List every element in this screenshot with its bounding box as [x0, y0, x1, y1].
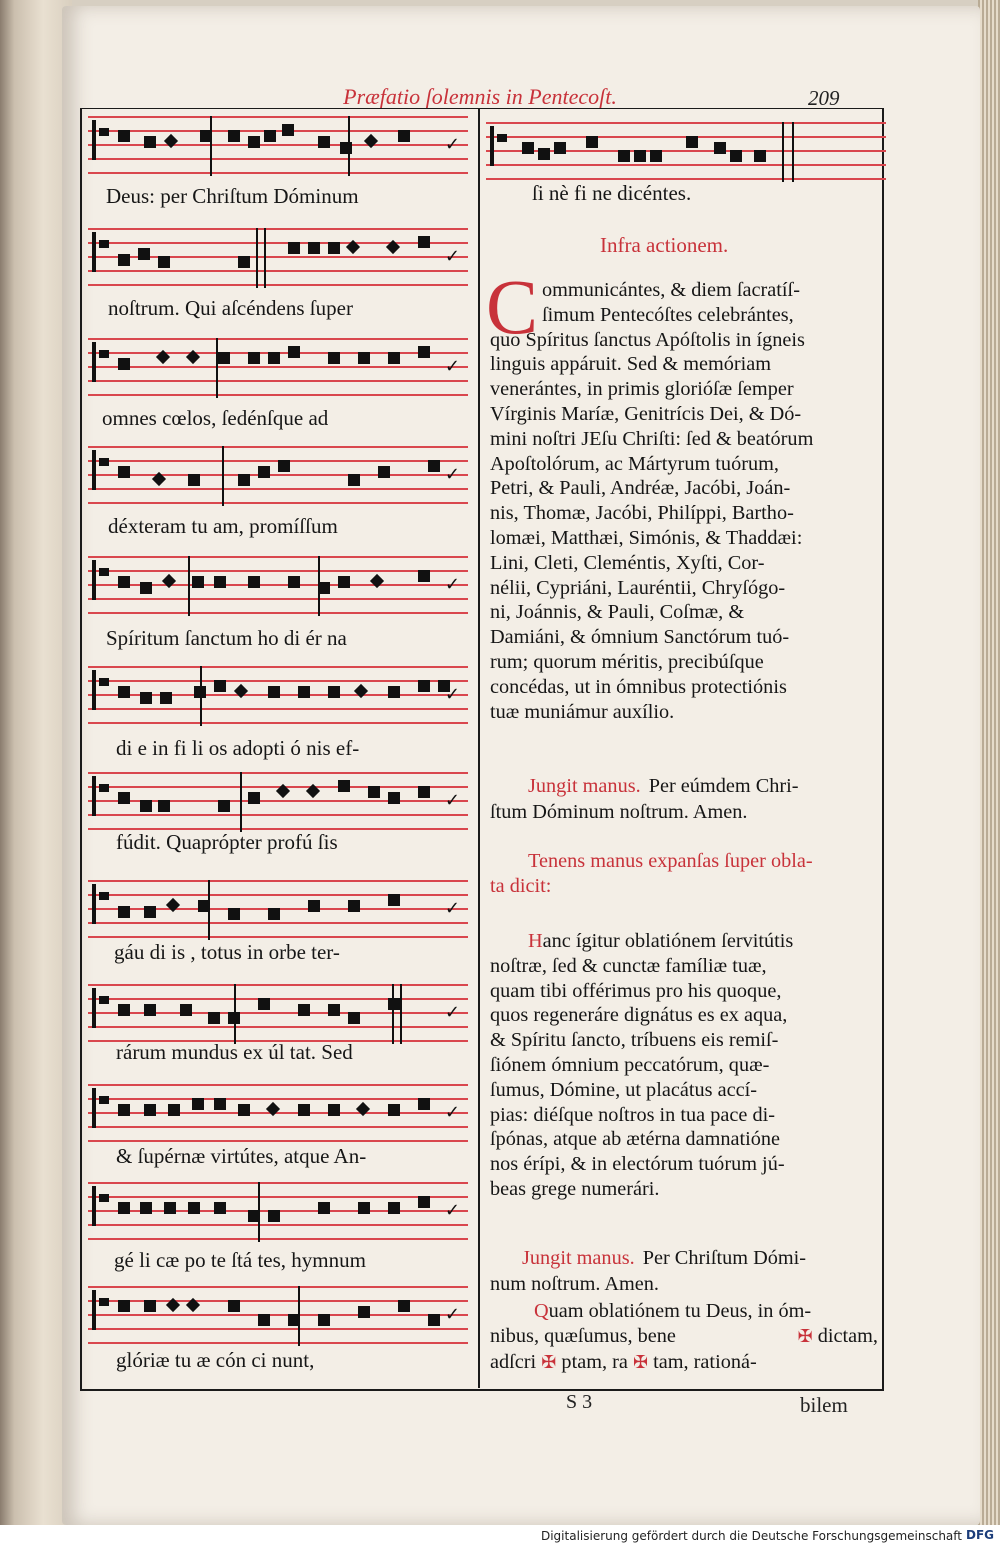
- square-note: [118, 576, 130, 588]
- square-note: [140, 800, 152, 812]
- staff-line: [88, 270, 468, 272]
- text-line: Apoſtolórum, ac Mártyrum tuórum,: [490, 452, 779, 475]
- square-note: [264, 130, 276, 142]
- square-note: [238, 474, 250, 486]
- dfg-logo: DFG: [965, 1528, 994, 1542]
- staff-line: [88, 172, 468, 174]
- square-note: [118, 906, 130, 918]
- staff-line: [88, 936, 468, 938]
- square-note: [118, 358, 130, 370]
- bar-line: [234, 984, 236, 1044]
- text-line: lomæi, Matthæi, Simónis, & Thaddæi:: [490, 526, 803, 549]
- square-note: [158, 800, 170, 812]
- square-note: [140, 692, 152, 704]
- text-line: ſimum Pentecóſtes celebrántes,: [542, 303, 794, 326]
- custos-icon: ✓: [444, 464, 460, 485]
- initial-letter: H: [528, 930, 543, 952]
- dfg-credit: Digitalisierung gefördert durch die Deutsche Forschungsgemeinschaft: [540, 1529, 962, 1543]
- square-note: [418, 570, 430, 582]
- tenens-rubric: [528, 849, 878, 874]
- page-number: 209: [808, 86, 840, 110]
- drop-capital: C: [486, 263, 539, 350]
- staff-line: [88, 556, 468, 558]
- music-staff: [88, 1286, 468, 1346]
- tenens-rubric-cont: [490, 874, 878, 899]
- clef-icon: [92, 884, 108, 924]
- square-note: [318, 1314, 330, 1326]
- text-line: Damiáni, & ómnium Sanctórum tuó-: [490, 626, 790, 649]
- signature-mark: S 3: [566, 1391, 593, 1413]
- rubric-text: Jungit manus.: [522, 1247, 635, 1269]
- text-line: nis, Thomæ, Jacóbi, Philíppi, Bartho-: [490, 502, 794, 525]
- clef-icon: [92, 232, 108, 272]
- square-note: [418, 1196, 430, 1208]
- custos-icon: ✓: [444, 134, 460, 155]
- hanc-igitur-paragraph: [490, 929, 878, 1202]
- bar-line: [348, 116, 350, 176]
- staff-line: [88, 666, 468, 668]
- square-note: [288, 576, 300, 588]
- square-note: [268, 686, 280, 698]
- clef-icon: [92, 1088, 108, 1128]
- staff-line: [88, 1328, 468, 1330]
- square-note: [158, 256, 170, 268]
- staff-line: [88, 116, 468, 118]
- staff-line: [88, 1314, 468, 1316]
- square-note: [428, 1314, 440, 1326]
- staff-line: [88, 1026, 468, 1028]
- lyric-line: fúdit. Quaprópter profú ſis: [116, 830, 338, 854]
- staff-line: [88, 984, 468, 986]
- text-line: nélii, Cypriáni, Lauréntii, Chryſógo-: [490, 576, 786, 599]
- text-line: venerántes, in primis glorióſæ ſemper: [490, 378, 794, 401]
- square-note: [144, 1104, 156, 1116]
- text-line: Lini, Cleti, Cleméntis, Xyſti, Cor-: [490, 551, 765, 574]
- staff-line: [88, 1196, 468, 1198]
- square-note: [358, 352, 370, 364]
- staff-line: [88, 228, 468, 230]
- text-line: Per Chriſtum Dómi-: [642, 1247, 807, 1269]
- custos-icon: ✓: [444, 1200, 460, 1221]
- bar-line: [200, 666, 202, 726]
- communicantes-paragraph: [490, 278, 878, 724]
- text-line: anc ígitur oblatiónem ſervitútis: [542, 930, 794, 952]
- staff-line: [88, 1084, 468, 1086]
- text-line: Per eúmdem Chri-: [648, 775, 799, 797]
- text-line: Vírginis Maríæ, Genitrícis Dei, & Dó-: [490, 402, 802, 425]
- custos-icon: ✓: [444, 356, 460, 377]
- text-line: dictam,: [817, 1324, 878, 1347]
- square-note: [418, 1098, 430, 1110]
- square-note: [298, 686, 310, 698]
- staff-line: [88, 380, 468, 382]
- running-title: Præfatio ſolemnis in Pentecoſt.: [343, 84, 617, 109]
- square-note: [188, 1202, 200, 1214]
- text-line: ni, Joánnis, & Pauli, Coſmæ, &: [490, 601, 745, 624]
- clef-icon: [92, 450, 108, 490]
- square-note: [388, 894, 400, 906]
- text-line: quo Spíritus ſanctus Apóſtolis in ígneis: [490, 328, 805, 351]
- bar-line: [318, 556, 320, 616]
- book-page-edges: [978, 0, 1000, 1525]
- lyric-line: Deus: per Chriſtum Dóminum: [106, 184, 359, 208]
- square-note: [214, 680, 226, 692]
- square-note: [188, 474, 200, 486]
- clef-icon: [92, 988, 108, 1028]
- square-note: [140, 582, 152, 594]
- music-staff: [88, 446, 468, 506]
- staff-line: [88, 612, 468, 614]
- catchword: bilem: [800, 1393, 848, 1417]
- square-note: [308, 900, 320, 912]
- square-note: [418, 680, 430, 692]
- square-note: [328, 1004, 340, 1016]
- square-note: [288, 242, 300, 254]
- custos-icon: ✓: [444, 898, 460, 919]
- text-line: pias: diéſque noſtros in tua pace di-: [490, 1103, 775, 1126]
- staff-line: [88, 338, 468, 340]
- square-note: [388, 686, 400, 698]
- square-note: [160, 692, 172, 704]
- square-note: [238, 256, 250, 268]
- square-note: [328, 686, 340, 698]
- initial-letter: Q: [534, 1300, 549, 1322]
- text-line: beas grege numerári.: [490, 1177, 660, 1200]
- square-note: [288, 346, 300, 358]
- square-note: [348, 900, 360, 912]
- square-note: [118, 1300, 130, 1312]
- jungit-manus-2: [522, 1246, 878, 1271]
- lyric-line: & ſupérnæ virtútes, atque An-: [116, 1144, 367, 1168]
- text-line: & Spíritu ſancto, tríbuens eis remiſ-: [490, 1029, 779, 1052]
- square-note: [258, 1314, 270, 1326]
- music-staff: [88, 880, 468, 940]
- custos-icon: ✓: [444, 574, 460, 595]
- square-note: [282, 124, 294, 136]
- square-note: [328, 242, 340, 254]
- music-staff: [88, 116, 468, 176]
- bar-line: [298, 1286, 300, 1346]
- cross-icon: ✠: [797, 1325, 813, 1347]
- lyric-line: Spíritum ſanctum ho di ér na: [106, 626, 347, 650]
- text-line: uam oblatiónem tu Deus, in óm-: [548, 1300, 812, 1322]
- lyric-line: déxteram tu am, promíſſum: [108, 514, 338, 538]
- custos-icon: ✓: [444, 246, 460, 267]
- square-note: [228, 1300, 240, 1312]
- staff-line: [88, 570, 468, 572]
- square-note: [218, 352, 230, 364]
- staff-line: [88, 394, 468, 396]
- square-note: [428, 460, 440, 472]
- clef-icon: [92, 560, 108, 600]
- square-note: [298, 1004, 310, 1016]
- music-staff: [88, 1084, 468, 1144]
- square-note: [144, 906, 156, 918]
- square-note: [368, 786, 380, 798]
- square-note: [388, 1202, 400, 1214]
- jungit-manus-2-cont: [490, 1272, 878, 1297]
- square-note: [118, 466, 130, 478]
- square-note: [398, 130, 410, 142]
- square-note: [308, 242, 320, 254]
- text-line: rum; quorum méritis, precibúſque: [490, 650, 764, 673]
- square-note: [238, 1104, 250, 1116]
- text-line: Petri, & Pauli, Andréæ, Jacóbi, Joán-: [490, 477, 791, 500]
- staff-line: [88, 1126, 468, 1128]
- staff-line: [88, 708, 468, 710]
- jungit-manus-1-cont: [490, 800, 878, 825]
- text-line: ſumus, Dómine, ut placátus accí-: [490, 1078, 757, 1101]
- staff-line: [88, 894, 468, 896]
- square-note: [248, 136, 260, 148]
- text-line: tuæ muniámur auxílio.: [490, 700, 675, 723]
- square-note: [318, 1202, 330, 1214]
- square-note: [144, 136, 156, 148]
- staff-line: [88, 1238, 468, 1240]
- rubric-line: Tenens manus expanſas ſuper obla-: [528, 850, 813, 872]
- square-note: [180, 1004, 192, 1016]
- text-line: tam, rationá-: [653, 1350, 757, 1373]
- staff-line: [88, 502, 468, 504]
- square-note: [348, 474, 360, 486]
- lyric-line: glóriæ tu æ cón ci nunt,: [116, 1348, 315, 1372]
- custos-icon: ✓: [444, 684, 460, 705]
- bar-line: [208, 880, 210, 940]
- square-note: [228, 908, 240, 920]
- staff-line: [88, 598, 468, 600]
- square-note: [348, 1012, 360, 1024]
- text-line: ſpónas, atque ab ætérna damnatióne: [490, 1128, 781, 1151]
- square-note: [268, 908, 280, 920]
- square-note: [140, 1202, 152, 1214]
- custos-icon: ✓: [444, 790, 460, 811]
- clef-icon: [92, 120, 108, 160]
- square-note: [338, 576, 350, 588]
- text-line: concédas, ut in ómnibus protectiónis: [490, 675, 787, 698]
- square-note: [192, 1098, 204, 1110]
- square-note: [248, 576, 260, 588]
- text-line: nibus, quæſumus, bene: [490, 1324, 676, 1347]
- text-line: ſiónem ómnium peccatórum, quæ-: [490, 1053, 770, 1076]
- bar-line: [400, 984, 402, 1044]
- bar-line: [240, 772, 242, 832]
- bar-line: [222, 446, 224, 506]
- text-line: ptam, ra: [561, 1350, 628, 1373]
- square-note: [258, 466, 270, 478]
- text-line: adſcri: [490, 1350, 537, 1373]
- square-note: [118, 1202, 130, 1214]
- square-note: [318, 136, 330, 148]
- clef-icon: [92, 670, 108, 710]
- square-note: [164, 1202, 176, 1214]
- lyric-line: gé li cæ po te ſtá tes, hymnum: [114, 1248, 366, 1272]
- cross-icon: ✠: [541, 1351, 557, 1373]
- square-note: [358, 1202, 370, 1214]
- cross-icon: ✠: [632, 1351, 649, 1373]
- music-staff: [88, 556, 468, 616]
- clef-icon: [92, 776, 108, 816]
- square-note: [144, 1004, 156, 1016]
- staff-line: [88, 1182, 468, 1184]
- square-note: [144, 1300, 156, 1312]
- lyric-line: di e in fi li os adopti ó nis ef-: [116, 736, 360, 760]
- quam-oblationem-paragraph: [490, 1299, 878, 1375]
- music-staff: [88, 1182, 468, 1242]
- staff-line: [88, 158, 468, 160]
- square-note: [248, 352, 260, 364]
- staff-line: [88, 1140, 468, 1142]
- square-note: [228, 130, 240, 142]
- square-note: [418, 236, 430, 248]
- lyric-line: rárum mundus ex úl tat. Sed: [116, 1040, 353, 1064]
- square-note: [118, 1004, 130, 1016]
- text-line: ſtum Dóminum noſtrum. Amen.: [490, 801, 748, 823]
- staff-line: [88, 130, 468, 132]
- staff-line: [88, 284, 468, 286]
- square-note: [168, 1104, 180, 1116]
- rubric-line: ta dicit:: [490, 875, 552, 897]
- square-note: [398, 1300, 410, 1312]
- staff-line: [88, 488, 468, 490]
- lyric-line: omnes cœlos, ſedénſque ad: [102, 406, 329, 430]
- square-note: [118, 686, 130, 698]
- text-line: ommunicántes, & diem ſacratíſ-: [542, 279, 800, 301]
- square-note: [278, 460, 290, 472]
- square-note: [388, 792, 400, 804]
- square-note: [388, 1104, 400, 1116]
- staff-line: [88, 722, 468, 724]
- music-staff: [486, 122, 886, 182]
- bar-line: [258, 1182, 260, 1242]
- square-note: [268, 1210, 280, 1222]
- square-note: [118, 254, 130, 266]
- staff-line: [88, 446, 468, 448]
- staff-line: [88, 922, 468, 924]
- square-note: [192, 576, 204, 588]
- square-note: [248, 792, 260, 804]
- clef-icon: [92, 1186, 108, 1226]
- staff-line: [88, 1098, 468, 1100]
- column-divider: [478, 108, 480, 1388]
- square-note: [418, 786, 430, 798]
- bar-line: [256, 228, 258, 288]
- text-line: noſtræ, ſed & cunctæ famíliæ tuæ,: [490, 954, 767, 977]
- staff-line: [88, 1342, 468, 1344]
- square-note: [358, 1306, 370, 1318]
- square-note: [298, 1104, 310, 1116]
- bar-line: [216, 338, 218, 398]
- jungit-manus-1: [528, 774, 878, 799]
- square-note: [118, 792, 130, 804]
- square-note: [268, 352, 280, 364]
- staff-line: [88, 680, 468, 682]
- square-note: [418, 346, 430, 358]
- square-note: [328, 352, 340, 364]
- music-staff: [88, 338, 468, 398]
- music-staff: [88, 984, 468, 1044]
- square-note: [208, 1012, 220, 1024]
- text-line: num noſtrum. Amen.: [490, 1273, 660, 1295]
- section-heading: Infra actionem.: [600, 233, 729, 257]
- staff-line: [88, 474, 468, 476]
- square-note: [258, 998, 270, 1010]
- clef-icon: [92, 342, 108, 382]
- square-note: [340, 142, 352, 154]
- square-note: [138, 248, 150, 260]
- text-line: quam tibi offérimus pro his quoque,: [490, 979, 782, 1002]
- music-staff: [88, 666, 468, 726]
- custos-icon: ✓: [444, 1002, 460, 1023]
- square-note: [378, 466, 390, 478]
- dfg-footer: [0, 1525, 1000, 1548]
- clef-icon: [92, 1290, 108, 1330]
- square-note: [118, 1104, 130, 1116]
- staff-line: [88, 998, 468, 1000]
- staff-line: [88, 242, 468, 244]
- square-note: [214, 1202, 226, 1214]
- square-note: [388, 352, 400, 364]
- staff-line: [88, 772, 468, 774]
- staff-line: [88, 814, 468, 816]
- bar-line: [392, 984, 394, 1044]
- custos-icon: ✓: [444, 1102, 460, 1123]
- bar-line: [210, 116, 212, 176]
- staff-line: [88, 880, 468, 882]
- bar-line: [188, 556, 190, 616]
- music-staff: [88, 228, 468, 288]
- music-staff: [88, 772, 468, 832]
- square-note: [118, 130, 130, 142]
- text-line: nos érípi, & in electórum tuórum jú-: [490, 1153, 785, 1176]
- square-note: [338, 780, 350, 792]
- text-line: mini noſtri JEſu Chriſti: ſed & beatórum: [490, 427, 814, 450]
- staff-line: [88, 1224, 468, 1226]
- staff-line: [88, 1286, 468, 1288]
- square-note: [218, 800, 230, 812]
- staff-line: [88, 366, 468, 368]
- square-note: [328, 1104, 340, 1116]
- text-line: quos regeneráre dignátus es ex aqua,: [490, 1004, 788, 1027]
- lyric-line: gáu di is , totus in orbe ter-: [114, 940, 340, 964]
- lyric-line: noſtrum. Qui aſcéndens ſuper: [108, 296, 353, 320]
- custos-icon: ✓: [444, 1304, 460, 1325]
- square-note: [388, 998, 400, 1010]
- bar-line: [264, 228, 266, 288]
- rubric-text: Jungit manus.: [528, 775, 641, 797]
- square-note: [214, 1098, 226, 1110]
- lyric-line: ſi nè fi ne dicéntes.: [532, 181, 692, 205]
- text-line: linguis appáruit. Sed & memóriam: [490, 353, 772, 376]
- square-note: [214, 576, 226, 588]
